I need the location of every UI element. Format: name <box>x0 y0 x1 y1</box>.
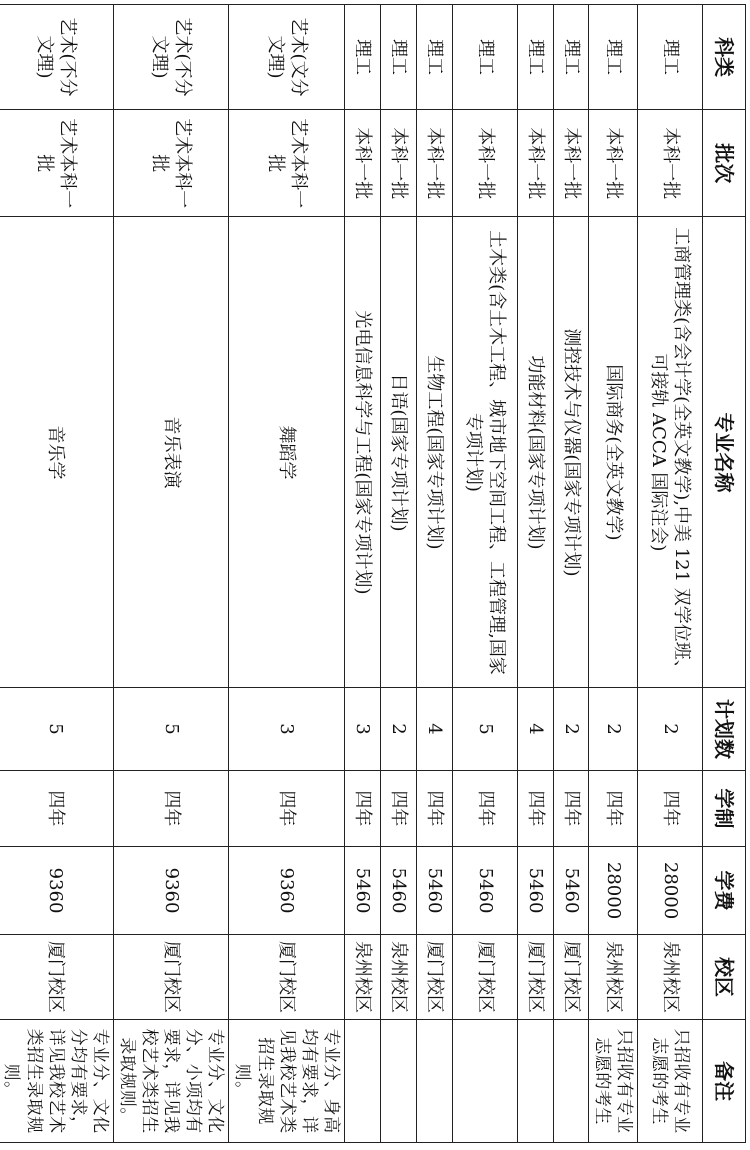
cell-major: 功能材料(国家专项计划) <box>517 217 553 688</box>
cell-duration: 四年 <box>113 770 228 847</box>
table-row <box>380 5 416 1143</box>
cell-major: 音乐表演 <box>113 217 228 688</box>
table-row <box>553 5 588 1143</box>
table-row <box>416 5 452 1143</box>
cell-category: 理工 <box>452 5 517 110</box>
header-campus: 校区 <box>703 934 746 1019</box>
cell-tuition: 5460 <box>452 847 517 935</box>
cell-major: 生物工程(国家专项计划) <box>416 217 452 688</box>
cell-plan: 5 <box>0 688 113 770</box>
cell-batch: 本科一批 <box>416 110 452 217</box>
cell-major: 工商管理类(含会计学(全英文教学),中美 121 双学位班、可接轨 ACCA 国际注会) <box>638 217 703 688</box>
cell-category: 理工 <box>380 5 416 110</box>
cell-major: 音乐学 <box>0 217 113 688</box>
cell-campus: 泉州校区 <box>344 934 380 1019</box>
cell-duration: 四年 <box>229 770 344 847</box>
cell-remark <box>553 1020 588 1143</box>
enrollment-plan-table <box>0 4 746 1143</box>
header-duration: 学制 <box>703 770 746 847</box>
cell-tuition: 9360 <box>113 847 228 935</box>
cell-major: 土木类(含土木工程、城市地下空间工程、工程管理,国家专项计划) <box>452 217 517 688</box>
header-category: 科类 <box>703 5 746 110</box>
cell-tuition: 5460 <box>380 847 416 935</box>
cell-batch: 本科一批 <box>638 110 703 217</box>
cell-major: 光电信息科学与工程(国家专项计划) <box>344 217 380 688</box>
cell-plan: 4 <box>416 688 452 770</box>
cell-plan: 2 <box>638 688 703 770</box>
cell-category: 理工 <box>638 5 703 110</box>
cell-duration: 四年 <box>517 770 553 847</box>
cell-tuition: 5460 <box>517 847 553 935</box>
cell-plan: 3 <box>344 688 380 770</box>
table-row <box>113 5 228 1143</box>
cell-plan: 3 <box>229 688 344 770</box>
cell-category: 理工 <box>517 5 553 110</box>
cell-campus: 泉州校区 <box>380 934 416 1019</box>
cell-batch: 本科一批 <box>553 110 588 217</box>
cell-category: 艺术(文分文理) <box>229 5 344 110</box>
cell-tuition: 5460 <box>344 847 380 935</box>
header-plan: 计划数 <box>703 688 746 770</box>
cell-tuition: 5460 <box>416 847 452 935</box>
cell-batch: 本科一批 <box>588 110 637 217</box>
cell-duration: 四年 <box>588 770 637 847</box>
cell-remark <box>452 1020 517 1143</box>
cell-batch: 本科一批 <box>452 110 517 217</box>
cell-duration: 四年 <box>638 770 703 847</box>
cell-major: 国际商务(全英文教学) <box>588 217 637 688</box>
cell-tuition: 28000 <box>588 847 637 935</box>
header-remark: 备注 <box>703 1020 746 1143</box>
cell-remark: 专业分、身高均有要求，详见我校艺术类招生录取规则。 <box>229 1020 344 1143</box>
cell-remark: 专业分、文化分均有要求，详见我校艺术类招生录取规则。 <box>0 1020 113 1143</box>
cell-duration: 四年 <box>553 770 588 847</box>
cell-campus: 泉州校区 <box>638 934 703 1019</box>
cell-duration: 四年 <box>452 770 517 847</box>
header-row <box>703 5 746 1143</box>
cell-campus: 厦门校区 <box>452 934 517 1019</box>
cell-tuition: 9360 <box>0 847 113 935</box>
cell-remark <box>416 1020 452 1143</box>
cell-category: 理工 <box>416 5 452 110</box>
table-row <box>229 5 344 1143</box>
cell-batch: 艺术本科一批 <box>113 110 228 217</box>
table-row <box>452 5 517 1143</box>
cell-category: 艺术(不分文理) <box>0 5 113 110</box>
cell-plan: 4 <box>517 688 553 770</box>
cell-tuition: 9360 <box>229 847 344 935</box>
table-row <box>588 5 637 1143</box>
cell-remark <box>344 1020 380 1143</box>
cell-plan: 2 <box>553 688 588 770</box>
cell-duration: 四年 <box>344 770 380 847</box>
cell-remark: 只招收有专业志愿的考生 <box>638 1020 703 1143</box>
cell-category: 艺术(不分文理) <box>113 5 228 110</box>
cell-major: 舞蹈学 <box>229 217 344 688</box>
cell-batch: 艺术本科一批 <box>0 110 113 217</box>
cell-plan: 2 <box>380 688 416 770</box>
cell-batch: 本科一批 <box>380 110 416 217</box>
cell-duration: 四年 <box>380 770 416 847</box>
cell-category: 理工 <box>588 5 637 110</box>
cell-campus: 厦门校区 <box>517 934 553 1019</box>
table-row <box>517 5 553 1143</box>
cell-plan: 5 <box>452 688 517 770</box>
table-row <box>0 5 113 1143</box>
cell-campus: 厦门校区 <box>416 934 452 1019</box>
cell-remark <box>380 1020 416 1143</box>
cell-campus: 厦门校区 <box>229 934 344 1019</box>
cell-plan: 2 <box>588 688 637 770</box>
cell-duration: 四年 <box>0 770 113 847</box>
cell-remark: 只招收有专业志愿的考生 <box>588 1020 637 1143</box>
header-batch: 批次 <box>703 110 746 217</box>
cell-category: 理工 <box>344 5 380 110</box>
cell-remark: 专业分、文化分、小项均有要求，详见我校艺术类招生录取规则。 <box>113 1020 228 1143</box>
cell-duration: 四年 <box>416 770 452 847</box>
cell-plan: 5 <box>113 688 228 770</box>
cell-campus: 厦门校区 <box>113 934 228 1019</box>
cell-category: 理工 <box>553 5 588 110</box>
cell-campus: 厦门校区 <box>553 934 588 1019</box>
cell-batch: 本科一批 <box>517 110 553 217</box>
header-major: 专业名称 <box>703 217 746 688</box>
cell-batch: 本科一批 <box>344 110 380 217</box>
header-tuition: 学费 <box>703 847 746 935</box>
cell-campus: 厦门校区 <box>0 934 113 1019</box>
table-row <box>344 5 380 1143</box>
cell-major: 日语(国家专项计划) <box>380 217 416 688</box>
cell-tuition: 5460 <box>553 847 588 935</box>
cell-major: 测控技术与仪器(国家专项计划) <box>553 217 588 688</box>
cell-tuition: 28000 <box>638 847 703 935</box>
cell-batch: 艺术本科一批 <box>229 110 344 217</box>
cell-campus: 泉州校区 <box>588 934 637 1019</box>
cell-remark <box>517 1020 553 1143</box>
table-row <box>638 5 703 1143</box>
